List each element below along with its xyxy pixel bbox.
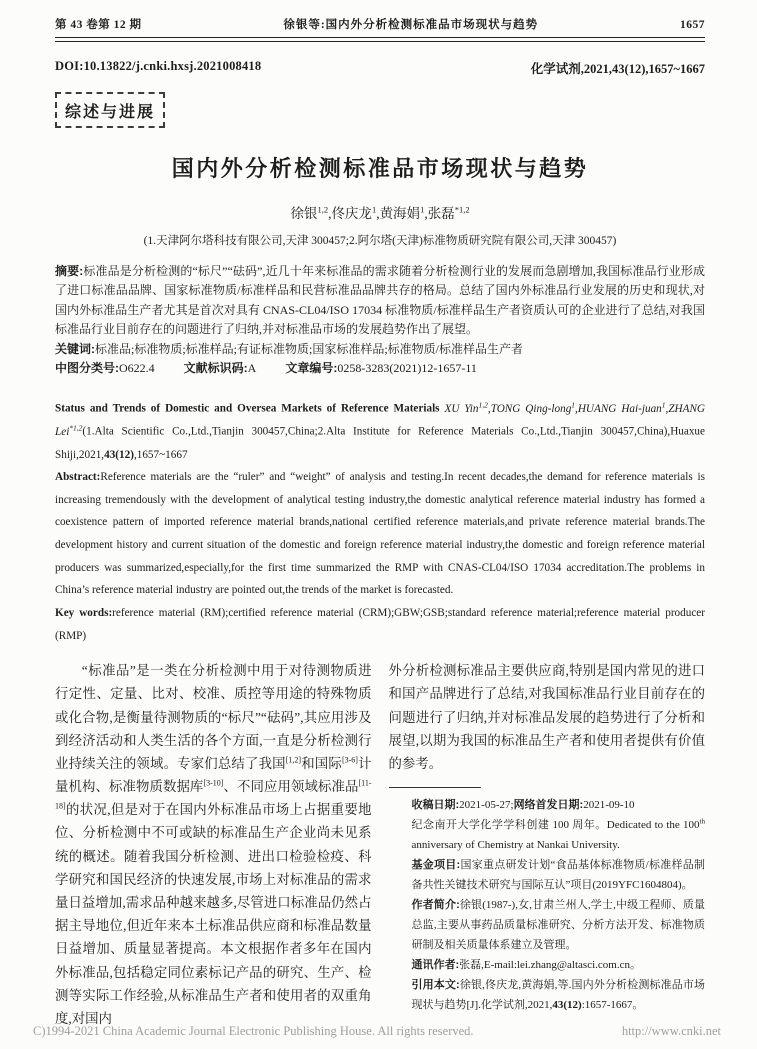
bio-text: 徐银(1987-),女,甘肃兰州人,学士,中级工程师、质量总监,主要从事药品质量标准研究、分析方法开发、标准物质研制及相关质量体系建立及管理。 xyxy=(411,899,705,952)
footnote-bio xyxy=(412,895,706,955)
corresponding-label: 通讯作者: xyxy=(411,959,460,972)
author-affil-mark-en: 1 xyxy=(661,399,666,409)
header-page-number: 1657 xyxy=(679,19,705,31)
page-footer xyxy=(33,1024,721,1039)
document-code-label: 文献标识码: xyxy=(183,361,248,376)
footnote-corresponding xyxy=(412,955,706,975)
authors-zh xyxy=(55,202,705,222)
header-running-title: 徐银等:国内外分析检测标准品市场现状与趋势 xyxy=(283,19,539,31)
section-badge xyxy=(55,92,165,128)
journal-citation: 化学试剂,2021,43(12),1657~1667 xyxy=(530,61,705,76)
article-id-label: 文章编号: xyxy=(285,361,338,376)
article-title-en: Status and Trends of Domestic and Oversea Markets of Reference Materials xyxy=(55,402,445,415)
author-affil-mark: 1 xyxy=(371,204,377,214)
footnote-fund xyxy=(412,855,706,895)
abstract-zh-paragraph xyxy=(55,262,705,340)
citation-ref: [11-18] xyxy=(55,778,372,811)
author-name-en: ,ZHANG Lei xyxy=(55,402,705,438)
citation-ref: [3-6] xyxy=(341,755,358,765)
body-text: 计量机构、标准物质数据库 xyxy=(55,755,372,795)
keywords-en-text: reference material (RM);certified reference material (CRM);GBW;GSB;standard reference material;reference material producer (RMP) xyxy=(55,606,705,642)
clc-number xyxy=(55,361,155,375)
body-text: “标准品”是一类在分析检测中用于对待测物质进行定性、定量、比对、校准、质控等用途的特殊物质或化合物,是衡量待测物质的“标尺”“砝码”,其应用涉及到经济活动和人类生活的各个方面,一直是分析检测行业持续关注的领域。专家们总结了我国 xyxy=(55,663,372,771)
body-paragraph xyxy=(55,659,372,1030)
pages-en: ,1657~1667 xyxy=(133,448,188,461)
classification-row xyxy=(55,359,705,379)
bio-label: 作者简介: xyxy=(411,899,460,912)
section-badge-label: 综述与进展 xyxy=(65,103,156,121)
author-name-en: ,HUANG Hai-juan xyxy=(575,402,662,415)
body-paragraph-continued: 外分析检测标准品主要供应商,特别是国内常见的进口和国产品牌进行了总结,对我国标准品行业目前存在的问题进行了归纳,并对标准品发展的趋势进行了分析和展望,以期为我国的标准品生产者和使用者提供有价值的参考。 xyxy=(388,663,705,771)
affiliation-zh: (1.天津阿尔塔科技有限公司,天津 300457;2.阿尔塔(天津)标准物质研究院有限公司,天津 300457) xyxy=(143,234,617,247)
affiliation-en: (1.Alta Scientific Co.,Ltd.,Tianjin 300457,China;2.Alta Institute for Reference Materials Co.,Ltd.,Tianjin 300457,China),Huaxue Shiji,2021, xyxy=(55,425,705,461)
received-label: 收稿日期: xyxy=(411,799,460,812)
received-date: 2021-05-27; xyxy=(459,799,514,812)
author-affil-mark: 1,2 xyxy=(317,204,329,214)
corresponding-text: 张磊,E-mail:lei.zhang@altasci.com.cn。 xyxy=(459,959,641,972)
doi-text: DOI:10.13822/j.cnki.hxsj.2021008418 xyxy=(55,58,262,73)
author-affil-mark-en: *1,2 xyxy=(69,423,83,433)
keywords-en-label: Key words: xyxy=(55,606,113,619)
article-title-zh: 国内外分析检测标准品市场现状与趋势 xyxy=(171,155,589,181)
author-name: ,佟庆龙 xyxy=(328,205,372,221)
abstract-en-text: Reference materials are the “ruler” and “weight” of analysis and testing.In recent decades,the demand for reference materials is increasing tremendously with the development of analytical testing industry,the domestic analytical reference material industry has formed a coexistence pattern of imported reference material brands,national certified reference materials,and private reference material brands.The development history and current situation of the domestic and foreign reference material industry,the domestic and foreign reference material producers was summarized,especially,for the first time summarized the RMP with CNAS-CL04/ISO 17034 accreditation.The problems in China’s reference material industry are pointed out,the trends of the market is forecasted. xyxy=(55,471,705,597)
abstract-zh-label: 摘要: xyxy=(55,263,84,278)
cite-label: 引用本文: xyxy=(411,979,460,992)
cnki-url: http://www.cnki.net xyxy=(621,1024,721,1038)
right-column xyxy=(389,659,706,1030)
footnote-received xyxy=(412,795,706,815)
fund-label: 基金项目: xyxy=(411,859,461,872)
cite-volume: 43(12) xyxy=(552,999,582,1012)
keywords-zh-text: 标准品;标准物质;标准样品;有证标准物质;国家标准样品;标准物质/标准样品生产者 xyxy=(95,341,524,356)
cite-pages: :1657-1667。 xyxy=(581,999,644,1012)
volume-issue-en: 43(12) xyxy=(104,448,134,461)
document-code-value: A xyxy=(247,361,257,376)
online-label: 网络首发日期: xyxy=(513,799,584,812)
footnote-citation xyxy=(412,975,706,1015)
author-affil-mark-en: 1,2 xyxy=(478,399,488,409)
fund-text: 国家重点研发计划“食品基体标准物质/标准样品制备共性关键技术研究与国际互认”项目(2019YFC1604804)。 xyxy=(411,859,705,892)
author-affil-mark-en: 1 xyxy=(571,399,576,409)
english-citation-paragraph xyxy=(55,397,705,466)
body-text: 的状况,但是对于在国内外标准品市场上占据重要地位、分析检测中不可或缺的标准品生产企业尚未见系统的概述。随着我国分析检测、进出口检验检疫、科学研究和国民经济的快速发展,市场上对标准品的需求量日益增加,需求品种越来越多,尽管进口标准品仍然占据主导地位,但近年来本土标准品供应商和标准品数量日益增加、质量显著提高。本文根据作者多年在国内外标准品,包括稳定同位素标记产品的研究、生产、检测等实际工作经验,从标准品生产者和使用者的双重角度,对国内 xyxy=(55,802,372,1026)
abstract-en-label: Abstract: xyxy=(55,471,101,484)
online-date: 2021-09-10 xyxy=(583,799,635,812)
citation-ref: [3-10] xyxy=(203,778,224,788)
document-code xyxy=(184,361,257,375)
clc-label: 中图分类号: xyxy=(55,361,119,376)
clc-value: O622.4 xyxy=(119,361,155,376)
header-double-rule xyxy=(55,37,705,42)
footnote-dedication xyxy=(412,815,706,855)
author-name-en: ,TONG Qing-long xyxy=(487,402,572,415)
author-affil-mark: 1 xyxy=(420,204,425,214)
dedication-text: 纪念南开大学化学学科创建 100 周年。Dedicated to the 100 xyxy=(411,819,700,832)
left-column xyxy=(55,659,372,1030)
keywords-zh-row xyxy=(55,340,705,360)
english-abstract-block xyxy=(55,397,705,647)
article-id xyxy=(285,361,477,375)
body-text: 、不同应用领域标准品 xyxy=(223,779,359,795)
doi-row xyxy=(55,59,705,77)
author-name-en: XU Yin xyxy=(444,402,479,415)
body-text: 和国际 xyxy=(301,755,342,771)
ordinal-sup: th xyxy=(699,817,705,826)
dedication-text-en: anniversary of Chemistry at Nankai University. xyxy=(411,839,620,852)
abstract-en-paragraph xyxy=(55,466,705,602)
footnote-separator xyxy=(389,787,481,788)
running-header xyxy=(55,16,705,32)
abstract-zh-text: 标准品是分析检测的“标尺”“砝码”,近几十年来标准品的需求随着分析检测行业的发展而急剧增加,我国标准品行业形成了进口标准品品牌、国家标准物质/标准样品和民营标准品品牌共存的格局。总结了国内外标准品行业发展的历史和现状,对国内外标准品生产者尤其是首次对具有 CNAS-CL04/ISO 17034 标准物质/标准样品生产者资质认可的企业进行了总结,对我国标准品行业目前存在的问题进行了归纳,并对标准品市场的发展趋势作出了展望。 xyxy=(55,263,706,337)
keywords-en-row xyxy=(55,602,705,647)
article-id-value: 0258-3283(2021)12-1657-11 xyxy=(337,361,477,376)
citation-ref: [1,2] xyxy=(285,755,302,765)
author-name: ,张磊 xyxy=(424,205,455,221)
body-columns xyxy=(55,659,705,1030)
abstract-zh-block xyxy=(55,262,705,379)
author-name: ,黄海娟 xyxy=(376,205,421,221)
copyright-text: C)1994-2021 China Academic Journal Electronic Publishing House. All rights reserved. xyxy=(33,1024,474,1038)
cite-text: 徐银,佟庆龙,黄海娟,等.国内外分析检测标准品市场现状与趋势[J].化学试剂,2021, xyxy=(411,979,706,1012)
header-volume-issue: 第 43 卷第 12 期 xyxy=(55,19,142,31)
author-affil-mark: *1,2 xyxy=(454,204,470,214)
author-name: 徐银 xyxy=(290,205,318,221)
keywords-zh-label: 关键词: xyxy=(55,341,95,356)
footnote-block xyxy=(389,795,706,1015)
